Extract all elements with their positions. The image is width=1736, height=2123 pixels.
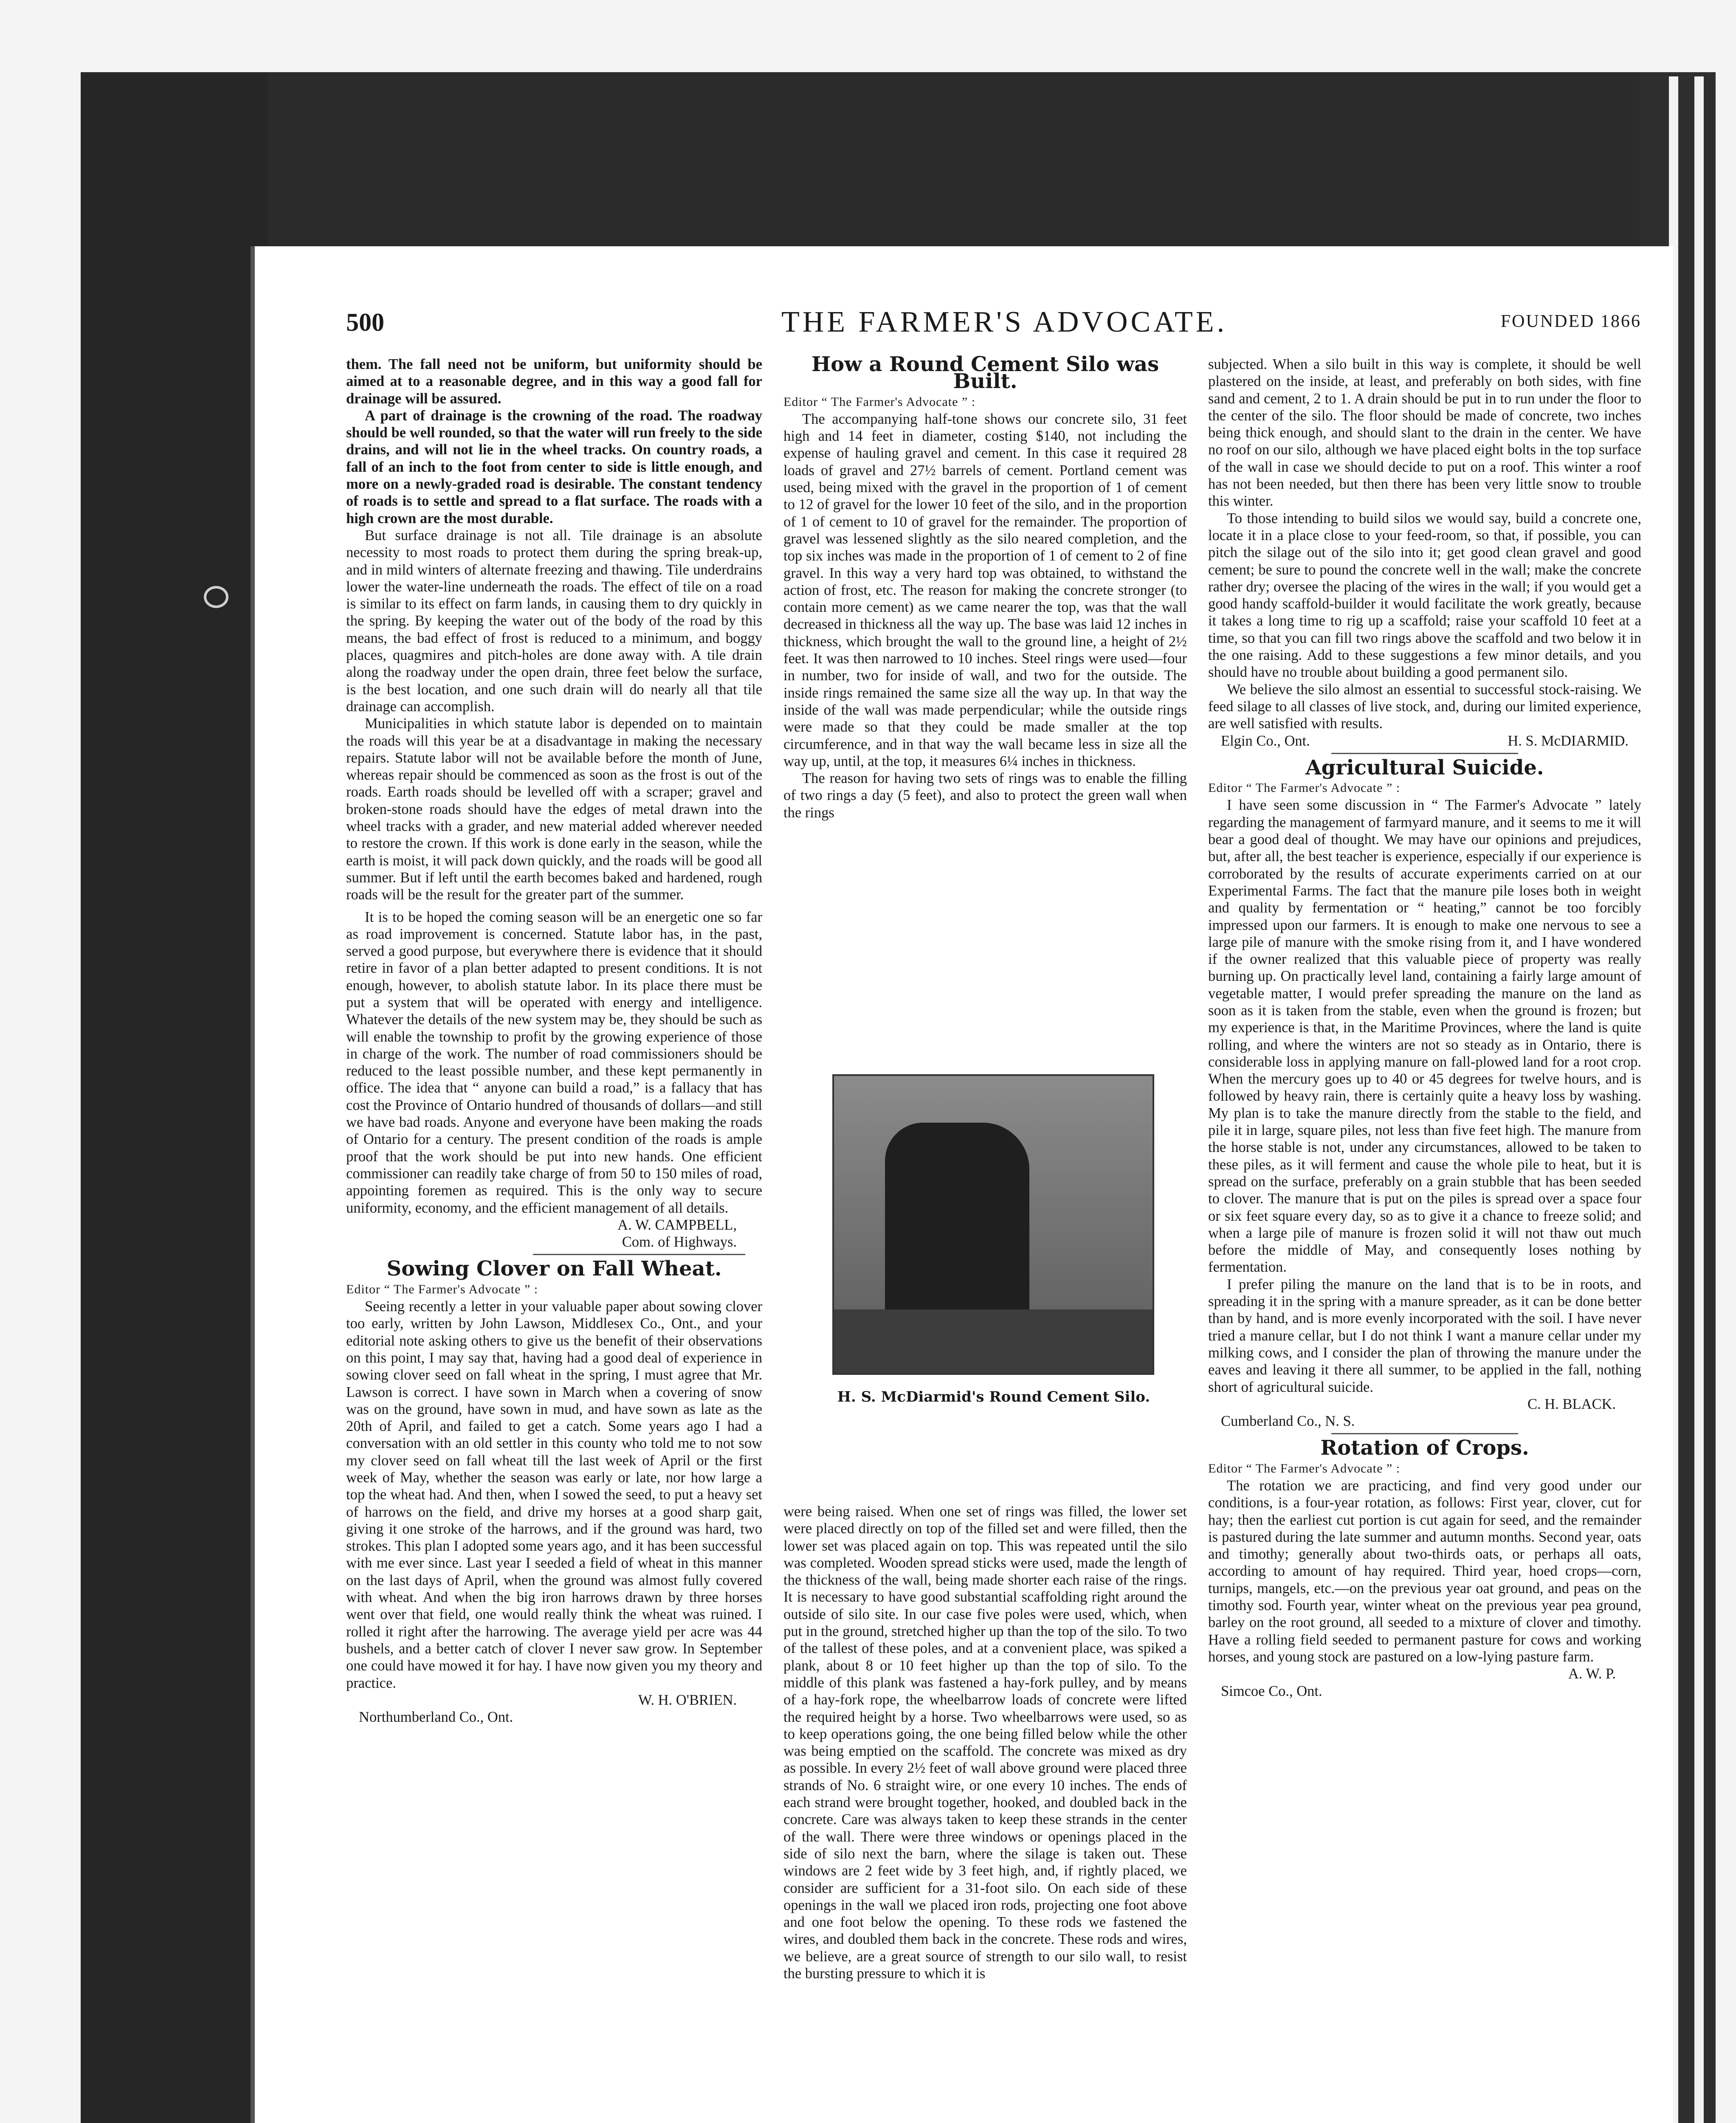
- divider-rule: [1331, 753, 1518, 754]
- page-header: [346, 308, 1641, 346]
- roads-paragraph: A part of drainage is the crowning of the road. The roadway should be well rounded, so that the water will run freely to the side drains, and will not lie in the wheel tracks. On country roads, a fall of an inch to the foot from center to side is little enough, and more on a newly-graded road is desirable. The constant tendency of roads is to settle and spread to a flat surface. The roads with a high crown are the most durable.: [346, 407, 762, 527]
- silo-paragraph: The accompanying half-tone shows our concrete silo, 31 feet high and 14 feet in diameter, costing $140, not including the expense of hauling gravel and cement. In this case it required 28 loads of gravel and 27½ barrels of cement. Portland cement was used, being mixed with the gravel in the proportion of 1 of cement to 12 of gravel for the lower 10 feet of the silo, and in the proportion of 1 of cement to 10 of gravel for the remainder. The proportion of gravel was lessened slightly as the silo neared completion, and the top six inches was made in the proportion of 1 of cement to 2 of fine gravel. In this way a very hard top was obtained, to withstand the action of frost, etc. The reason for making the concrete stronger (to contain more cement) as we came nearer the top, was that the wall decreased in thickness all the way up. The base was laid 12 inches in thickness, which brought the wall to the ground line, a height of 2½ feet. It was then narrowed to 10 inches. Steel rings were used—four in number, two for inside of wall, and two for the outside. The inside rings remained the same size all the way up. In that way the inside of the wall was made perpendicular; while the outside rings were made so that they could be made smaller at the top circumference, and in that way the wall became less in size all the way up, until, at the top, it measures 6¼ inches in thickness.: [783, 411, 1187, 769]
- silo-byline: Editor “ The Farmer's Advocate ” :: [783, 394, 976, 409]
- column-right: [1208, 356, 1641, 1700]
- scan-edge-strips: [1669, 76, 1716, 2123]
- page-number: 500: [346, 308, 384, 336]
- silo-paragraph: We believe the silo almost an essential to successful stock-raising. We feed silage to all classes of live stock, and, during our limited experience, are well satisfied with results.: [1208, 681, 1641, 732]
- silo-paragraph: To those intending to build silos we would say, build a concrete one, locate it in a place close to your feed-room, so that, if possible, you can pitch the silage out of the silo into it; get good clean gravel and good cement; be sure to pound the concrete well in the wall; make the concrete rather dry; oversee the placing of the wires in the wall; if you would get a good handy scaffold-builder it would facilitate the work greatly, because it takes a long time to rig up a scaffold; raise your scaffold 10 feet at a time, so that you can fill two rings above the scaffold and two below it in the one raising. Add to these suggestions a few minor details, and you should have no trouble about building a good permanent silo.: [1208, 510, 1641, 681]
- photo-caption: H. S. McDiarmid's Round Cement Silo.: [837, 1388, 1150, 1405]
- silo-place: Elgin Co., Ont.: [1221, 732, 1310, 749]
- scan-frame-left: [81, 72, 268, 2123]
- clover-paragraph: Seeing recently a letter in your valuable paper about sowing clover too early, written by John Lawson, Middlesex Co., Ont., and your editorial note asking others to give us the benefit of their observations on this point, I may say that, having had a good deal of experience in sowing clover seed on fall wheat in the spring, I must agree that Mr. Lawson is correct. I have sown in March when a covering of snow was on the ground, have sown in mud, and have sown as late as the 20th of April, and failed to get a catch. Some years ago I had a conversation with an old settler in this county who told me to not sow my clover seed on fall wheat till the last week of April or the first week of May, whether the season was early or late, nor how large a top the wheat had. And then, when I sowed the seed, to put a heavy set of harrows on the field, and drive my horses at a good sharp gait, giving it one stroke of the harrows, and if the ground was hard, two strokes. This plan I adopted some years ago, and it has been successful with me ever since. Last year I seeded a field of wheat in this manner on the last days of April, when the ground was almost fully covered with wheat. And when the big iron harrows drawn by three horses went over that field, one would really think the wheat was ruined. I rolled it right after the harrowing. The average yield per acre was 44 bushels, and a better catch of clover I never saw grow. In September one could have mowed it for hay. I have now given you my theory and practice.: [346, 1298, 762, 1691]
- suicide-byline: Editor “ The Farmer's Advocate ” :: [1208, 781, 1401, 795]
- rotation-signature: A. W. P.: [1568, 1666, 1616, 1682]
- roads-paragraph: But surface drainage is not all. Tile drainage is an absolute necessity to most roads to protect them during the spring break-up, and in mild winters of alternate freezing and thawing. Tile underdrains lower the water-line underneath the roads. The effect of tile on a road is similar to its effect on farm lands, in causing them to dry quickly in the spring. By keeping the water out of the body of the road by this means, the bad effect of frost is reduced to a minimum, and boggy places, quagmires and pitch-holes are done away with. A tile drain along the roadway under the open drain, three feet below the surface, is the best location, and one such drain will do nearly all that tile drainage can accomplish.: [346, 527, 762, 715]
- rotation-byline: Editor “ The Farmer's Advocate ” :: [1208, 1461, 1401, 1475]
- clover-place: Northumberland Co., Ont.: [359, 1709, 513, 1726]
- column-middle-bottom: [783, 1503, 1187, 1982]
- clover-byline: Editor “ The Farmer's Advocate ” :: [346, 1282, 538, 1296]
- founded-note: FOUNDED 1866: [1500, 312, 1641, 331]
- newspaper-page: [255, 246, 1673, 2123]
- clover-signature: W. H. O'BRIEN.: [638, 1692, 737, 1708]
- roads-paragraph: Municipalities in which statute labor is depended on to maintain the roads will this year be at a disadvantage in making the necessary repairs. Statute labor will not be available before the month of June, whereas repair should be commenced as soon as the frost is out of the roads. Earth roads should be levelled off with a scraper; gravel and broken-stone roads should have the edges of metal drawn into the wheel tracks with a grader, and new material added wherever needed to restore the crown. If this work is done early in the season, while the earth is moist, it will pack down quickly, and the roads will be good all summer. But if left until the earth becomes baked and hardened, rough roads will be the result for the greater part of the summer.: [346, 715, 762, 903]
- suicide-paragraph: I prefer piling the manure on the land that is to be in roots, and spreading it in the spring with a manure spreader, as it can be done better than by hand, and is more evenly incorporated with the soil. I have never tried a manure cellar, but I do not think I want a manure cellar under my milking cows, and I consider the plan of throwing the manure under the eaves and leaving it there all summer, to be applied in the fall, nothing short of agricultural suicide.: [1208, 1276, 1641, 1395]
- silo-paragraph: were being raised. When one set of rings was filled, the lower set were placed directly on top of the filled set and were filled, then the lower set was placed again on top. This was repeated until the silo was completed. Wooden spread sticks were used, made the length of the thickness of the wall, being made shorter each raise of the rings. It is necessary to have good substantial scaffolding right around the outside of silo site. In our case five poles were used, which, when put in the ground, stretched higher up than the top of the silo. To two of the tallest of these poles, and at a convenient place, was spiked a plank, about 8 or 10 feet higher up than the top of silo. To the middle of this plank was fastened a hay-fork pulley, and by means of a hay-fork rope, the wheelbarrow loads of concrete were lifted the required height by a horse. Two wheelbarrows were used, so as to keep operations going, the one being filled below while the other was being emptied on the scaffold. The concrete was mixed as dry as possible. In every 2½ feet of wall above ground were placed three strands of No. 6 straight wire, or one every 10 inches. The ends of each strand were brought together, hooked, and doubled back in the concrete. Care was always taken to keep these strands in the center of the wall. There were three windows or openings placed in the side of silo next the barn, where the silage is taken out. These windows are 2 feet wide by 3 feet high, and, if rightly placed, we consider are sufficient for a 31-foot silo. On each side of these openings in the wall we placed iron rods, projecting one foot above and one foot below the opening. To these rods we fastened the wires, and doubled them back in the concrete. These rods and wires, we believe, are a great source of strength to our silo wall, to resist the bursting pressure to which it is: [783, 1504, 1187, 1982]
- roads-paragraph: It is to be hoped the coming season will be an energetic one so far as road improvement is concerned. Statute labor has, in the past, served a good purpose, but everywhere there is evidence that it should retire in favor of a plan better adapted to present conditions. It is not enough, however, to abolish statute labor. In its place there must be put a system that will be operated with energy and intelligence. Whatever the details of the new system may be, they should be such as will enable the township to profit by the growing experience of those in charge of the work. The number of road commissioners should be reduced to the least possible number, and these kept permanently in office. The idea that “ anyone can build a road,” is a fallacy that has cost the Province of Ontario hundred of thousands of dollars—and still we have bad roads. Anyone and everyone have been making the roads of Ontario for a century. The present condition of the roads is ample proof that the work should be put into new hands. One efficient commissioner can readily take charge of from 50 to 150 miles of road, appointing foremen as required. This is the only way to secure uniformity, economy, and the efficient management of all details.: [346, 909, 762, 1216]
- suicide-signature: C. H. BLACK.: [1527, 1396, 1616, 1412]
- silo-signoff: [1208, 732, 1641, 749]
- roads-signature-title: Com. of Highways.: [622, 1234, 737, 1250]
- roads-signature-name: A. W. CAMPBELL,: [617, 1216, 737, 1233]
- silo-paragraph: subjected. When a silo built in this way is complete, it should be well plastered on the inside, at least, and preferably on both sides, with fine sand and cement, 2 to 1. A drain should be put in to run under the floor to the center of the silo. The floor should be made of concrete, two inches being thick enough, and should slant to the drain in the center. We have no roof on our silo, although we have placed eight bolts in the top surface of the wall in case we should decide to put on a roof. This winter a roof has not been needed, but then there has been very little snow to trouble this winter.: [1208, 356, 1641, 510]
- scan-frame-top: [81, 72, 1652, 259]
- clover-article-title: Sowing Clover on Fall Wheat.: [386, 1257, 722, 1281]
- column-middle-top: [783, 352, 1187, 821]
- suicide-article-title: Agricultural Suicide.: [1305, 755, 1544, 780]
- binding-hole: [204, 586, 228, 608]
- rotation-place: Simcoe Co., Ont.: [1221, 1683, 1322, 1699]
- divider-rule: [533, 1254, 745, 1255]
- divider-rule: [1331, 1433, 1518, 1434]
- page-title: THE FARMER'S ADVOCATE.: [781, 306, 1228, 338]
- silo-photograph: [832, 1074, 1154, 1375]
- silo-article-title: How a Round Cement Silo was Built.: [811, 352, 1159, 394]
- column-left: [346, 356, 762, 1726]
- rotation-paragraph: The rotation we are practicing, and find very good under our conditions, is a four-year rotation, as follows: First year, clover, cut for hay; then the earliest cut portion is cut again for seed, and the remainder is pastured during the late summer and autumn months. Second year, oats and timothy; generally about two-thirds oats, or perhaps all oats, according to amount of hay required. Third year, hoed crops—corn, turnips, mangels, etc.—on the previous year oat ground, and peas on the timothy sod. Fourth year, winter wheat on the previous year pea ground, barley on the root ground, all seeded to a mixture of clover and timothy. Have a rolling field seeded to permanent pasture for cows and working horses, and young stock are pastured on a low-lying pasture farm.: [1208, 1478, 1641, 1665]
- suicide-paragraph: I have seen some discussion in “ The Farmer's Advocate ” lately regarding the management of farmyard manure, and it seems to me it will bear a good deal of thought. We may have our opinions and prejudices, but, after all, the best teacher is experience, especially if our experience is corroborated by the results of accurate experiments carried on at our Experimental Farms. The fact that the manure pile loses both in weight and quality by fermentation or “ heating,” cannot be too forcibly impressed upon our farmers. It is enough to make one nervous to see a large pile of manure with the smoke rising from it, and I have wondered if the owner realized that this valuable piece of property was really burning up. On practically level land, containing a fairly large amount of vegetable matter, I would prefer spreading the manure on the land as soon as it is taken from the stable, even when the ground is frozen; but my experience is that, in the Maritime Provinces, where the land is quite rolling, and where the winters are not so steady as in Ontario, there is considerable loss in applying manure on fall-plowed land for a root crop. When the mercury goes up to 40 or 45 degrees for twelve hours, and is followed by heavy rain, there is certainly quite a heavy loss by washing. My plan is to take the manure directly from the stable to the field, and pile it in large, square piles, not less than five feet high. The manure from the horse stable is not, under any circumstances, allowed to be taken to these piles, as it will ferment and cause the whole pile to heat, but it is spread on the surface, preferably on a grain stubble that has been seeded to clover. The manure that is put on the piles is spread over a space four or six feet square every day, so as to give it a chance to freeze solid; and when a large pile of manure is frozen solid it will not thaw out much before the middle of May, and consequently loses nothing by fermentation.: [1208, 797, 1641, 1275]
- silo-signature: H. S. McDIARMID.: [1508, 732, 1629, 749]
- rotation-article-title: Rotation of Crops.: [1320, 1436, 1529, 1460]
- photo-ground: [834, 1309, 1153, 1373]
- silo-paragraph: The reason for having two sets of rings was to enable the filling of two rings a day (5 feet), and also to protect the green wall when the rings: [783, 770, 1187, 821]
- roads-paragraph: them. The fall need not be uniform, but uniformity should be aimed at to a reasonable degree, and in this way a good fall for drainage will be assured.: [346, 356, 762, 407]
- suicide-place: Cumberland Co., N. S.: [1221, 1413, 1355, 1430]
